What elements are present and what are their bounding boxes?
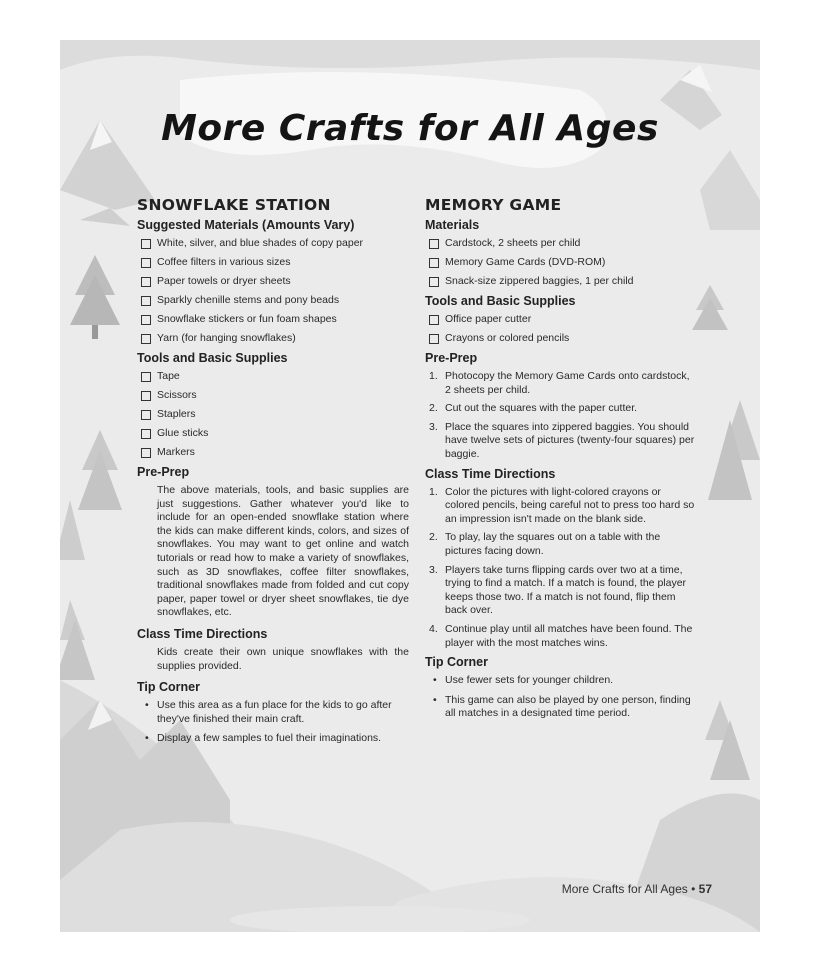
bullet-icon: •	[145, 732, 149, 745]
checklist-item: Memory Game Cards (DVD-ROM)	[425, 256, 695, 269]
checkbox-icon	[141, 334, 151, 344]
numbered-step: 2. To play, lay the squares out on a table with the pictures facing down.	[429, 531, 661, 557]
bullet-icon: •	[145, 699, 149, 712]
materials-heading: Materials	[425, 218, 480, 232]
section-heading: SNOWFLAKE STATION	[137, 196, 331, 214]
tip-item: • This game can also be played by one person, finding all matches in a designated time period.	[433, 693, 691, 720]
tools-heading: Tools and Basic Supplies	[425, 294, 576, 308]
page-number: 57	[698, 882, 712, 896]
tools-heading: Tools and Basic Supplies	[137, 351, 288, 365]
checklist-item: Yarn (for hanging snowflakes)	[137, 332, 409, 345]
checklist-item: Scissors	[137, 389, 409, 402]
checkbox-icon	[141, 410, 151, 420]
checkbox-icon	[141, 315, 151, 325]
directions-heading: Class Time Directions	[425, 466, 556, 481]
tip-item: • Display a few samples to fuel their imaginations.	[145, 732, 382, 745]
checkbox-icon	[141, 258, 151, 268]
checklist-item: Glue sticks	[137, 427, 409, 440]
checklist-item: Tape	[137, 370, 409, 383]
checklist-item: Crayons or colored pencils	[425, 332, 695, 345]
preprep-heading: Pre-Prep	[425, 351, 478, 365]
checklist-item: Coffee filters in various sizes	[137, 256, 409, 269]
checkbox-icon	[141, 296, 151, 306]
numbered-step: 1. Photocopy the Memory Game Cards onto cardstock, 2 sheets per child.	[429, 370, 690, 396]
checklist-item: Snowflake stickers or fun foam shapes	[137, 313, 409, 326]
checklist-item: Office paper cutter	[425, 313, 695, 326]
checkbox-icon	[141, 372, 151, 382]
checkbox-icon	[429, 334, 439, 344]
footer-separator: •	[691, 882, 696, 896]
checklist-item: Snack-size zippered baggies, 1 per child	[425, 275, 695, 288]
directions-text: Kids create their own unique snowflakes with the supplies provided.	[157, 645, 409, 672]
page	[60, 40, 760, 932]
directions-heading: Class Time Directions	[137, 626, 268, 641]
numbered-step: 1. Color the pictures with light-colored crayons or colored pencils, being careful not to press too hard so an impression isn't made on the blank side.	[429, 485, 695, 525]
tip-heading: Tip Corner	[137, 680, 200, 695]
bullet-icon: •	[433, 693, 437, 706]
tip-item: • Use this area as a fun place for the kids to go after they've finished their main craft.	[145, 699, 392, 725]
preprep-text: The above materials, tools, and basic supplies are just suggestions. Gather whatever you'd like to include for an open-ended snowflake station where the kids can make different kinds, colors, and sizes of snowflakes. You may want to get online and watch tutorials or read how to make a variety of snowflakes, such as 3D snowflakes, coffee filter snowflakes, traditional snowflakes made from folded and cut copy paper, paper towel or dryer sheet snowflakes, tie dye snowflakes, etc.	[157, 484, 409, 619]
checkbox-icon	[429, 258, 439, 268]
memory-game-column	[425, 196, 695, 727]
tip-heading: Tip Corner	[425, 655, 488, 670]
checkbox-icon	[141, 239, 151, 249]
page-title: More Crafts for All Ages	[161, 108, 659, 149]
footer-label: More Crafts for All Ages	[561, 882, 688, 896]
checkbox-icon	[429, 315, 439, 325]
checklist-item: Sparkly chenille stems and pony beads	[137, 294, 409, 307]
checkbox-icon	[141, 448, 151, 458]
numbered-step: 2. Cut out the squares with the paper cutter.	[429, 402, 638, 415]
page-footer	[562, 882, 712, 896]
bullet-icon: •	[433, 674, 437, 687]
numbered-step: 3. Place the squares into zippered baggies. You should have twelve sets of pictures (twenty-four squares) per baggie.	[429, 420, 695, 460]
checkbox-icon	[141, 277, 151, 287]
checklist-item: Markers	[137, 446, 409, 459]
checklist-item: Cardstock, 2 sheets per child	[425, 237, 695, 250]
checkbox-icon	[141, 429, 151, 439]
checkbox-icon	[141, 391, 151, 401]
tip-item: • Use fewer sets for younger children.	[433, 674, 614, 687]
numbered-step: 4. Continue play until all matches have been found. The player with the most matches wins.	[429, 622, 693, 649]
checklist-item: Paper towels or dryer sheets	[137, 275, 409, 288]
numbered-step: 3. Players take turns flipping cards over two at a time, trying to find a match. If a match is found, the player keeps those two. If a match is not found, flip them back over.	[429, 563, 687, 617]
checkbox-icon	[429, 277, 439, 287]
checklist-item: White, silver, and blue shades of copy paper	[137, 237, 409, 250]
materials-heading: Suggested Materials (Amounts Vary)	[137, 218, 355, 232]
snowflake-station-column	[137, 196, 409, 752]
preprep-heading: Pre-Prep	[137, 465, 190, 479]
checklist-item: Staplers	[137, 408, 409, 421]
checkbox-icon	[429, 239, 439, 249]
section-heading: MEMORY GAME	[425, 196, 562, 214]
